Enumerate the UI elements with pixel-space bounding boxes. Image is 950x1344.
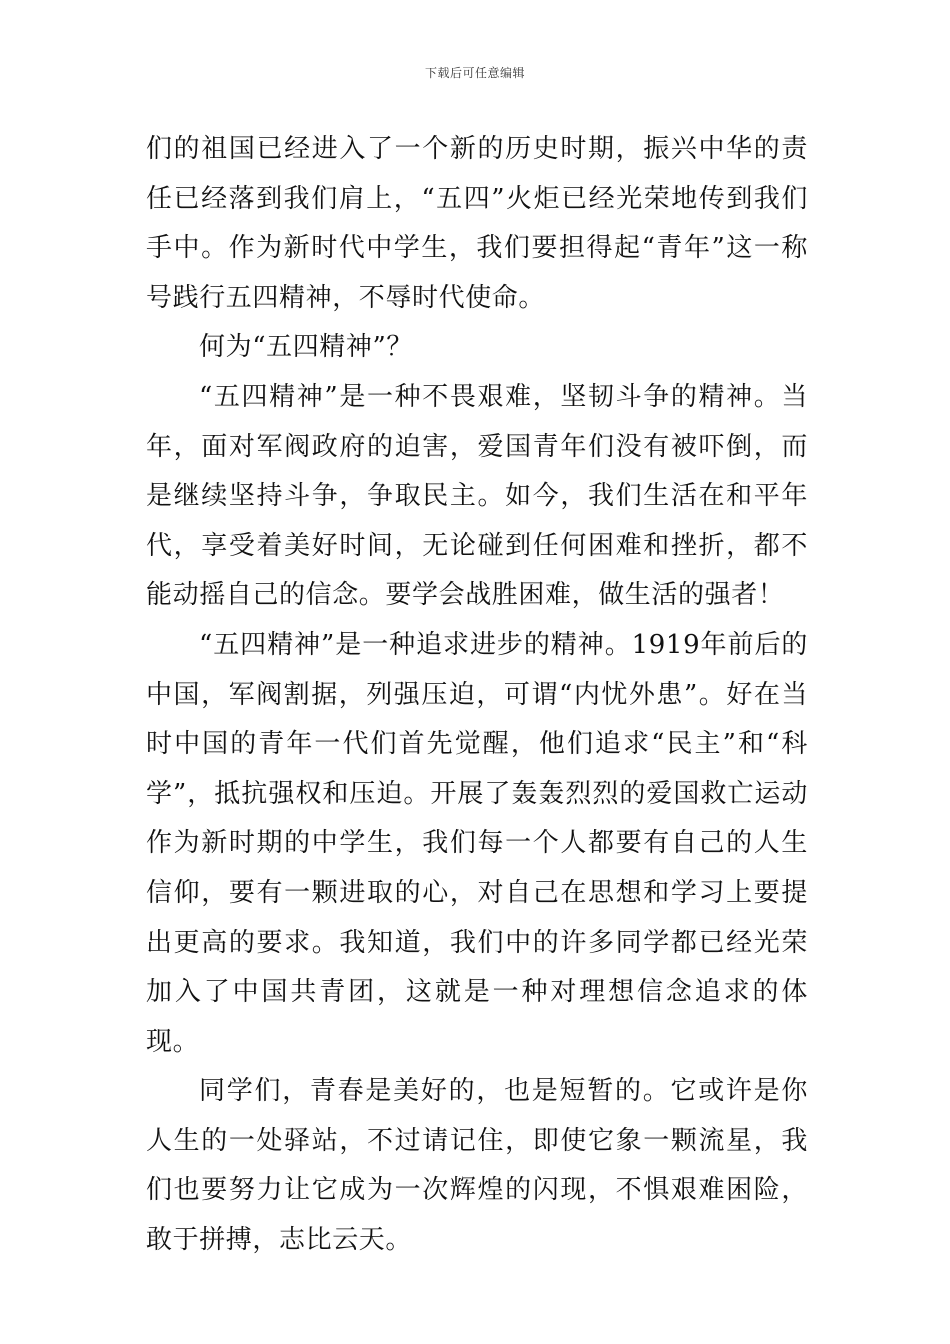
paragraph-progress: “五四精神”是一种追求进步的精神。1919年前后的中国，军阀割据，列强压迫，可谓“内忧外患”。好在当时中国的青年一代们首先觉醒，他们追求“民主”和“科学”，抵抗强权和压迫。开展了轰轰烈烈的爱国救亡运动作为新时期的中学生，我们每一个人都要有自己的人生信仰，要有一颗进取的心，对自己在思想和学习上要提出更高的要求。我知道，我们中的许多同学都已经光荣加入了中国共青团，这就是一种对理想信念追求的体现。 <box>146 629 808 1057</box>
paragraph-continuation: 们的祖国已经进入了一个新的历史时期，振兴中华的责任已经落到我们肩上，“五四”火炬已经光荣地传到我们手中。作为新时代中学生，我们要担得起“青年”这一称号践行五四精神，不辱时代使命。 <box>146 134 808 313</box>
document-body <box>146 125 808 1266</box>
paragraph-question-heading: 何为“五四精神”？ <box>199 332 413 363</box>
page-header-note: 下载后可任意编辑 <box>424 66 525 80</box>
paragraph-conclusion: 同学们，青春是美好的，也是短暂的。它或许是你人生的一处驿站，不过请记住，即使它象一颗流星，我们也要努力让它成为一次辉煌的闪现，不惧艰难困险，敢于拼搏，志比云天。 <box>146 1076 808 1256</box>
paragraph-perseverance: “五四精神”是一种不畏艰难，坚韧斗争的精神。当年，面对军阀政府的迫害，爱国青年们没有被吓倒，而是继续坚持斗争，争取民主。如今，我们生活在和平年代，享受着美好时间，无论碰到任何困难和挫折，都不能动摇自己的信念。要学会战胜困难，做生活的强者！ <box>146 381 808 611</box>
